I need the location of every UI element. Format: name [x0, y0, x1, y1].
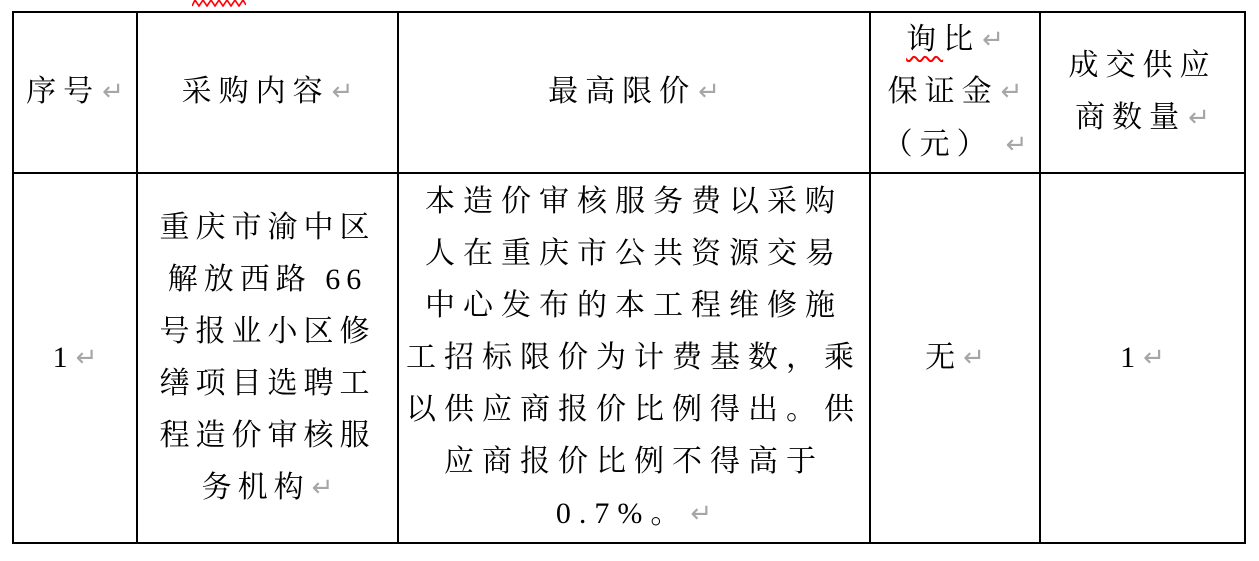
deposit-value: 无 [925, 341, 962, 375]
header-procurement-content-label: 采购内容 [181, 75, 330, 109]
header-max-price-limit [398, 12, 870, 173]
procurement-content-line: 程造价审核服 [159, 418, 376, 452]
header-inquiry-deposit-label: 比 [943, 23, 981, 57]
header-serial-number [13, 12, 137, 173]
paragraph-mark-icon: ↵ [982, 25, 1004, 56]
cell-serial-number [13, 173, 137, 543]
paragraph-mark-icon: ↵ [1143, 342, 1165, 373]
paragraph-mark-icon: ↵ [75, 342, 98, 373]
header-inquiry-deposit [870, 12, 1040, 173]
header-serial-number-label: 序号 [26, 75, 101, 109]
cell-procurement-content [137, 173, 398, 543]
cell-winning-supplier-count [1040, 173, 1245, 543]
misspelled-text: 询 [906, 23, 944, 57]
paragraph-mark-icon: ↵ [963, 342, 985, 373]
supplier-count-value: 1 [1120, 341, 1142, 375]
paragraph-mark-icon: ↵ [331, 77, 354, 108]
max-price-line: 本造价审核服务费以采购 [425, 184, 843, 218]
header-winning-supplier-count [1040, 12, 1245, 173]
max-price-line: 0.7%。 [555, 497, 689, 531]
max-price-line: 中心发布的本工程维修施 [425, 288, 843, 322]
table-header-row [13, 12, 1245, 173]
paragraph-mark-icon: ↵ [311, 472, 334, 503]
serial-number-value: 1 [52, 341, 74, 375]
spellcheck-squiggle-icon [192, 0, 246, 7]
header-deposit-unit-label: （元） [882, 127, 994, 161]
header-winning-supplier-count-label-line1: 成交供应 [1068, 49, 1217, 83]
header-deposit-label: 保证金 [887, 75, 999, 109]
max-price-line: 工招标限价为计费基数，乘 [406, 340, 862, 374]
cell-max-price-limit [398, 173, 870, 543]
paragraph-mark-icon: ↵ [1000, 77, 1023, 108]
max-price-line: 应商报价比例不得高于 [444, 444, 824, 478]
procurement-content-line: 缮项目选聘工 [159, 366, 376, 400]
max-price-line: 以供应商报价比例得出。供 [406, 392, 862, 426]
header-max-price-limit-label: 最高限价 [548, 75, 697, 109]
procurement-content-line: 重庆市渝中区 [159, 210, 376, 244]
procurement-content-line: 解放西路 66 [167, 262, 368, 296]
paragraph-mark-icon: ↵ [690, 498, 713, 529]
procurement-content-line: 务机构 [201, 471, 310, 505]
max-price-line: 人在重庆市公共资源交易 [425, 236, 843, 270]
paragraph-mark-icon: ↵ [1005, 129, 1028, 160]
paragraph-mark-icon: ↵ [102, 77, 124, 108]
table-row [13, 173, 1245, 543]
paragraph-mark-icon: ↵ [1188, 103, 1210, 134]
cell-inquiry-deposit [870, 173, 1040, 543]
header-procurement-content [137, 12, 398, 173]
procurement-table [12, 11, 1246, 544]
paragraph-mark-icon: ↵ [698, 77, 720, 108]
header-winning-supplier-count-label-line2: 商数量 [1075, 101, 1187, 135]
procurement-content-line: 号报业小区修 [159, 314, 376, 348]
